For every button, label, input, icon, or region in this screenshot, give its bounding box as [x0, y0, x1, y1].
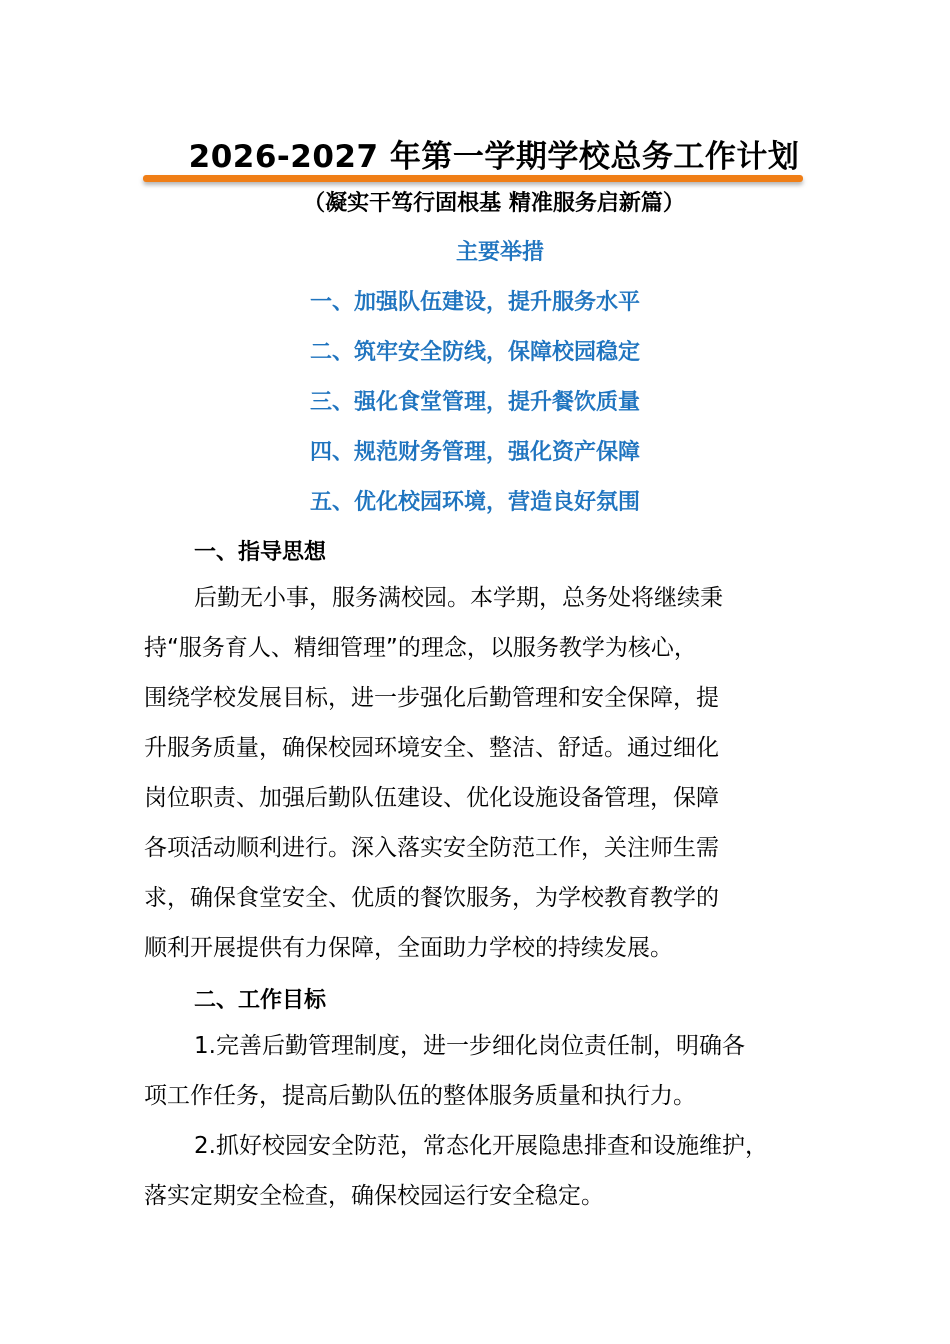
measure-item: 五、优化校园环境，营造良好氛围 [310, 490, 641, 515]
paragraph-line: 项工作任务，提高后勤队伍的整体服务质量和执行力。 [144, 1083, 696, 1109]
paragraph-line: 后勤无小事，服务满校园。本学期，总务处将继续秉 [194, 585, 723, 611]
paragraph [144, 1121, 834, 1221]
measure-item: 二、筑牢安全防线，保障校园稳定 [310, 340, 641, 365]
measures-heading: 主要举措 [455, 240, 544, 265]
measure-item: 一、加强队伍建设，提升服务水平 [310, 290, 641, 315]
paragraph [144, 573, 834, 973]
paragraph-line: 岗位职责、加强后勤队伍建设、优化设施设备管理，保障 [144, 785, 719, 811]
measure-item: 四、规范财务管理，强化资产保障 [310, 440, 641, 465]
section-heading-work-goals: 二、工作目标 [194, 988, 327, 1013]
paragraph-line: 2.抓好校园安全防范，常态化开展隐患排查和设施维护， [194, 1133, 768, 1159]
paragraph-line: 围绕学校发展目标，进一步强化后勤管理和安全保障，提 [144, 685, 719, 711]
title-underline [143, 175, 803, 182]
measure-item: 三、强化食堂管理，提升餐饮质量 [310, 390, 641, 415]
document-subtitle: （凝实干笃行固根基 精准服务启新篇） [303, 191, 685, 216]
paragraph-line: 求，确保食堂安全、优质的餐饮服务，为学校教育教学的 [144, 885, 719, 911]
paragraph-line: 升服务质量，确保校园环境安全、整洁、舒适。通过细化 [144, 735, 719, 761]
paragraph [144, 1021, 834, 1121]
paragraph-line: 各项活动顺利进行。深入落实安全防范工作，关注师生需 [144, 835, 719, 861]
document-title: 2026-2027 年第一学期学校总务工作计划 [188, 139, 800, 175]
paragraph-line: 1.完善后勤管理制度，进一步细化岗位责任制，明确各 [194, 1033, 745, 1059]
section-heading-guiding-ideology: 一、指导思想 [194, 540, 327, 565]
paragraph-line: 持“服务育人、精细管理”的理念，以服务教学为核心， [144, 635, 697, 661]
paragraph-line: 落实定期安全检查，确保校园运行安全稳定。 [144, 1183, 604, 1209]
paragraph-line: 顺利开展提供有力保障，全面助力学校的持续发展。 [144, 935, 673, 961]
